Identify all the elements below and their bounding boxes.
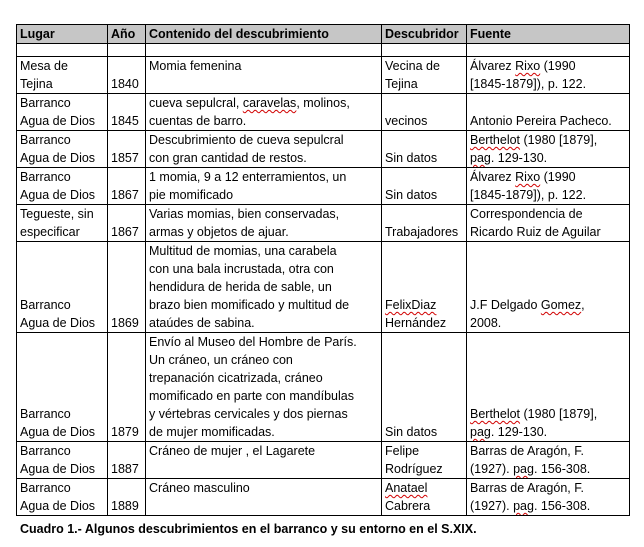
spellcheck-underline: Anatael bbox=[385, 481, 428, 495]
lugar-line: Barranco bbox=[20, 444, 71, 458]
table-row bbox=[17, 333, 630, 442]
contenido-cell bbox=[146, 131, 382, 168]
fuente-cell bbox=[467, 479, 630, 516]
anio-line: 1879 bbox=[111, 425, 139, 439]
header-descubridor: Descubridor bbox=[382, 25, 467, 44]
lugar-cell bbox=[17, 168, 108, 205]
contenido-cell bbox=[146, 94, 382, 131]
lugar-cell bbox=[17, 131, 108, 168]
contenido-line: con una bala incrustada, otra con bbox=[149, 262, 334, 276]
fuente-cell bbox=[467, 94, 630, 131]
anio-cell bbox=[108, 442, 146, 479]
lugar-cell bbox=[17, 205, 108, 242]
lugar-line: Barranco bbox=[20, 407, 71, 421]
descubridor-line: Rodríguez bbox=[385, 462, 443, 476]
fuente-line: Barras de Aragón, F. bbox=[470, 444, 584, 458]
discoveries-table bbox=[16, 24, 630, 516]
anio-line: 1845 bbox=[111, 114, 139, 128]
descubridor-line: Trabajadores bbox=[385, 225, 459, 239]
fuente-line: Correspondencia de bbox=[470, 207, 583, 221]
descubridor-cell bbox=[382, 131, 467, 168]
fuente-cell bbox=[467, 57, 630, 94]
descubridor-cell bbox=[382, 94, 467, 131]
contenido-cell bbox=[146, 205, 382, 242]
lugar-line: Agua de Dios bbox=[20, 425, 96, 439]
fuente-line: Álvarez Rixo (1990 bbox=[470, 170, 576, 184]
descubridor-cell bbox=[382, 57, 467, 94]
descubridor-line bbox=[385, 296, 463, 314]
table-row bbox=[17, 94, 630, 131]
contenido-line: y vértebras cervicales y dos piernas bbox=[149, 407, 348, 421]
anio-cell bbox=[108, 57, 146, 94]
spellcheck-underline: pag bbox=[470, 425, 491, 439]
contenido-line: Un cráneo, un cráneo con bbox=[149, 353, 293, 367]
contenido-line: de mujer momificadas. bbox=[149, 425, 275, 439]
lugar-line: Agua de Dios bbox=[20, 499, 96, 513]
descubridor-cell bbox=[382, 168, 467, 205]
spellcheck-underline: Berthelot bbox=[470, 407, 521, 421]
descubridor-line: Cabrera bbox=[385, 499, 431, 513]
lugar-cell bbox=[17, 333, 108, 442]
contenido-line: 1 momia, 9 a 12 enterramientos, un bbox=[149, 170, 347, 184]
lugar-cell bbox=[17, 57, 108, 94]
fuente-cell bbox=[467, 333, 630, 442]
anio-cell bbox=[108, 205, 146, 242]
lugar-line: Barranco bbox=[20, 133, 71, 147]
fuente-cell bbox=[467, 205, 630, 242]
spellcheck-underline: Berthelot bbox=[470, 133, 521, 147]
lugar-line: Agua de Dios bbox=[20, 316, 96, 330]
fuente-line: pag. 129-130. bbox=[470, 425, 548, 439]
lugar-line: Tejina bbox=[20, 77, 53, 91]
lugar-cell bbox=[17, 94, 108, 131]
fuente-line: J.F Delgado Gomez, bbox=[470, 298, 585, 312]
lugar-line: Barranco bbox=[20, 481, 71, 495]
fuente-line: pag. 129-130. bbox=[470, 151, 548, 165]
spellcheck-underline: pag bbox=[513, 499, 534, 513]
table-row bbox=[17, 205, 630, 242]
table-row bbox=[17, 131, 630, 168]
fuente-cell bbox=[467, 168, 630, 205]
anio-cell bbox=[108, 94, 146, 131]
spellcheck-underline: Rixo bbox=[515, 170, 541, 184]
descubridor-cell bbox=[382, 242, 467, 333]
lugar-line: Agua de Dios bbox=[20, 462, 96, 476]
fuente-line: (1927). pag. 156-308. bbox=[470, 499, 591, 513]
anio-line: 1889 bbox=[111, 499, 139, 513]
contenido-line: ataúdes de sabina. bbox=[149, 316, 255, 330]
fuente-line: Álvarez Rixo (1990 bbox=[470, 59, 576, 73]
lugar-line: especificar bbox=[20, 225, 80, 239]
anio-line: 1867 bbox=[111, 188, 139, 202]
contenido-cell bbox=[146, 479, 382, 516]
anio-line: 1840 bbox=[111, 77, 139, 91]
lugar-cell bbox=[17, 479, 108, 516]
fuente-cell bbox=[467, 442, 630, 479]
descubridor-cell bbox=[382, 479, 467, 516]
anio-cell bbox=[108, 131, 146, 168]
contenido-cell bbox=[146, 242, 382, 333]
contenido-line: Momia femenina bbox=[149, 59, 242, 73]
anio-cell bbox=[108, 168, 146, 205]
descubridor-cell bbox=[382, 333, 467, 442]
lugar-line: Barranco bbox=[20, 298, 71, 312]
table-body bbox=[17, 44, 630, 516]
fuente-line: Barras de Aragón, F. bbox=[470, 481, 584, 495]
anio-line: 1869 bbox=[111, 316, 139, 330]
header-anio: Año bbox=[108, 25, 146, 44]
contenido-line: Varias momias, bien conservadas, bbox=[149, 207, 340, 221]
fuente-line: (1927). pag. 156-308. bbox=[470, 462, 591, 476]
table-row bbox=[17, 168, 630, 205]
lugar-line: Barranco bbox=[20, 96, 71, 110]
table-row bbox=[17, 57, 630, 94]
contenido-line: brazo bien momificado y multitud de bbox=[149, 298, 350, 312]
spellcheck-underline: pag bbox=[470, 151, 491, 165]
contenido-line: trepanación cicatrizada, cráneo bbox=[149, 371, 323, 385]
lugar-line: Barranco bbox=[20, 170, 71, 184]
anio-line: 1867 bbox=[111, 225, 139, 239]
lugar-line: Tegueste, sin bbox=[20, 207, 94, 221]
contenido-line: pie momificado bbox=[149, 188, 234, 202]
fuente-line: Antonio Pereira Pacheco. bbox=[470, 114, 612, 128]
lugar-line: Agua de Dios bbox=[20, 188, 96, 202]
anio-cell bbox=[108, 242, 146, 333]
table-caption: Cuadro 1.- Algunos descubrimientos en el barranco y su entorno en el S.XIX. bbox=[20, 522, 477, 536]
fuente-line: [1845-1879]), p. 122. bbox=[470, 77, 587, 91]
lugar-cell bbox=[17, 442, 108, 479]
spellcheck-underline: pag bbox=[513, 462, 534, 476]
fuente-line: Berthelot (1980 [1879], bbox=[470, 133, 598, 147]
descubridor-cell bbox=[382, 442, 467, 479]
header-lugar: Lugar bbox=[17, 25, 108, 44]
anio-line: 1857 bbox=[111, 151, 139, 165]
lugar-line: Mesa de bbox=[20, 59, 68, 73]
contenido-cell bbox=[146, 442, 382, 479]
table-row bbox=[17, 242, 630, 333]
fuente-line: [1845-1879]), p. 122. bbox=[470, 188, 587, 202]
descubridor-line: Tejina bbox=[385, 77, 418, 91]
contenido-line: cueva sepulcral, caravelas, molinos, bbox=[149, 96, 350, 110]
contenido-cell bbox=[146, 333, 382, 442]
contenido-cell bbox=[146, 168, 382, 205]
lugar-line: Agua de Dios bbox=[20, 114, 96, 128]
contenido-line: momificado en parte con mandíbulas bbox=[149, 389, 354, 403]
descubridor-line bbox=[385, 479, 463, 497]
lugar-line: Agua de Dios bbox=[20, 151, 96, 165]
descubridor-line: Hernández bbox=[385, 316, 447, 330]
descubridor-line: Sin datos bbox=[385, 188, 438, 202]
contenido-line: Cráneo de mujer , el Lagarete bbox=[149, 444, 316, 458]
spellcheck-underline: Gomez bbox=[540, 298, 582, 312]
contenido-line: hendidura de herida de sable, un bbox=[149, 280, 332, 294]
descubridor-line: Vecina de bbox=[385, 59, 440, 73]
header-contenido: Contenido del descubrimiento bbox=[146, 25, 382, 44]
document-page bbox=[16, 24, 630, 516]
descubridor-line: Felipe bbox=[385, 444, 420, 458]
contenido-line: Descubrimiento de cueva sepulcral bbox=[149, 133, 344, 147]
lugar-cell bbox=[17, 242, 108, 333]
fuente-line: Berthelot (1980 [1879], bbox=[470, 407, 598, 421]
spellcheck-underline: Rixo bbox=[515, 59, 541, 73]
spacer-row bbox=[17, 44, 630, 57]
contenido-line: Cráneo masculino bbox=[149, 481, 250, 495]
fuente-line: 2008. bbox=[470, 316, 502, 330]
spellcheck-underline: caravelas bbox=[242, 96, 297, 110]
fuente-cell bbox=[467, 242, 630, 333]
contenido-line: armas y objetos de ajuar. bbox=[149, 225, 289, 239]
header-fuente: Fuente bbox=[467, 25, 630, 44]
contenido-line: cuentas de barro. bbox=[149, 114, 247, 128]
descubridor-line: Sin datos bbox=[385, 425, 438, 439]
contenido-line: con gran cantidad de restos. bbox=[149, 151, 307, 165]
anio-cell bbox=[108, 333, 146, 442]
table-row bbox=[17, 479, 630, 516]
table-row bbox=[17, 442, 630, 479]
fuente-line: Ricardo Ruiz de Aguilar bbox=[470, 225, 601, 239]
descubridor-line: Sin datos bbox=[385, 151, 438, 165]
anio-line: 1887 bbox=[111, 462, 139, 476]
header-row bbox=[17, 25, 630, 44]
anio-cell bbox=[108, 479, 146, 516]
descubridor-line: vecinos bbox=[385, 114, 428, 128]
fuente-cell bbox=[467, 131, 630, 168]
contenido-line: Envío al Museo del Hombre de París. bbox=[149, 335, 357, 349]
contenido-line: Multitud de momias, una carabela bbox=[149, 244, 337, 258]
descubridor-cell bbox=[382, 205, 467, 242]
spellcheck-underline: FelixDiaz bbox=[385, 298, 437, 312]
contenido-cell bbox=[146, 57, 382, 94]
